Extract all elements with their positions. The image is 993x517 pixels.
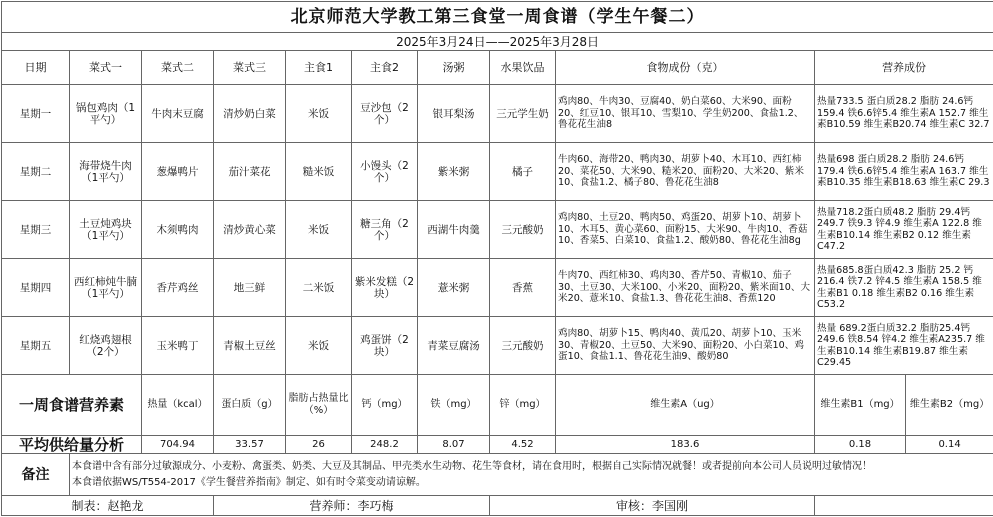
day-row-mon (2, 85, 993, 143)
nutrient-header-row (2, 375, 993, 436)
weekly-nutrient-label: 一周食谱营养素 (2, 375, 142, 436)
day-row-wed (2, 201, 993, 259)
staple2-cell: 紫米发糕（2块） (352, 259, 418, 317)
nutrient-header-fat: 脂肪占热量比（%） (286, 375, 352, 436)
ingredients-cell: 鸡肉80、牛肉30、豆腐40、奶白菜60、大米90、面粉20、红豆10、银耳10、雪梨10、学生奶200、食盐1.2、鲁花花生油8 (556, 85, 815, 143)
ingredients-cell: 鸡肉80、胡萝卜15、鸭肉40、黄瓜20、胡萝卜10、玉米30、青椒20、土豆50、大米90、面粉20、小白菜10、鸡蛋10、食盐1.1、鲁花花生油9、酸奶80 (556, 317, 815, 375)
fruit-cell: 三元酸奶 (490, 317, 556, 375)
header-fruit: 水果饮品 (490, 51, 556, 85)
staple2-cell: 豆沙包（2个） (352, 85, 418, 143)
nutrient-header-iron: 铁（mg） (418, 375, 490, 436)
staple2-cell: 小馒头（2个） (352, 143, 418, 201)
average-label: 平均供给量分析 (2, 436, 142, 454)
dish1-cell: 锅包鸡肉（1平勺） (70, 85, 142, 143)
nutrient-header-vitb2: 维生素B2（mg） (906, 375, 993, 436)
dish2-cell: 葱爆鸭片 (142, 143, 214, 201)
day-label: 星期一 (2, 85, 70, 143)
avg-energy: 704.94 (142, 436, 214, 454)
nutrition-cell: 热量 689.2蛋白质32.2 脂肪25.4钙249.6 铁8.54 锌4.2 维生素A235.7 维生素B10.14 维生素B19.87 维生素C29.45 (815, 317, 993, 375)
dish3-cell: 青椒土豆丝 (214, 317, 286, 375)
dish2-cell: 玉米鸭丁 (142, 317, 214, 375)
fruit-cell: 三元学生奶 (490, 85, 556, 143)
header-soup: 汤粥 (418, 51, 490, 85)
header-staple1: 主食1 (286, 51, 352, 85)
staple1-cell: 二米饭 (286, 259, 352, 317)
avg-calcium: 248.2 (352, 436, 418, 454)
header-ingredients: 食物成份（克） (556, 51, 815, 85)
avg-protein: 33.57 (214, 436, 286, 454)
dish1-cell: 红烧鸡翅根（2个） (70, 317, 142, 375)
date-range: 2025年3月24日——2025年3月28日 (2, 33, 993, 51)
dish1-cell: 海带烧牛肉（1平勺） (70, 143, 142, 201)
avg-vita: 183.6 (556, 436, 815, 454)
ingredients-cell: 牛肉70、西红柿30、鸡肉30、香芹50、青椒10、茄子30、土豆30、大米100、小米20、面粉20、紫米面10、大米20、薏米10、食盐1.3、鲁花花生油8、香蕉120 (556, 259, 815, 317)
header-date: 日期 (2, 51, 70, 85)
nutrient-header-zinc: 锌（mg） (490, 375, 556, 436)
dish3-cell: 清炒黄心菜 (214, 201, 286, 259)
dish3-cell: 清炒奶白菜 (214, 85, 286, 143)
day-row-thu (2, 259, 993, 317)
dish1-cell: 西红柿炖牛腩（1平勺） (70, 259, 142, 317)
nutrient-header-energy: 热量（kcal） (142, 375, 214, 436)
note-allergen: 本食谱中含有部分过敏源成分、小麦粉、禽蛋类、奶类、大豆及其制品、甲壳类水生动物、花生等食材，请在食用时，根据自己实际情况就餐！或者提前向本公司人员说明过敏情况！ (72, 460, 872, 472)
footer-maker: 制表：赵艳龙 (2, 496, 214, 516)
header-dish1: 菜式一 (70, 51, 142, 85)
avg-vitb2: 0.14 (906, 436, 993, 454)
average-row (2, 436, 993, 454)
dish2-cell: 牛肉末豆腐 (142, 85, 214, 143)
staple1-cell: 米饭 (286, 201, 352, 259)
menu-table (1, 1, 993, 516)
footer-blank (815, 496, 993, 516)
dish3-cell: 茄汁菜花 (214, 143, 286, 201)
day-row-fri (2, 317, 993, 375)
ingredients-cell: 鸡肉80、土豆20、鸭肉50、鸡蛋20、胡萝卜10、胡萝卜10、木耳5、黄心菜60、面粉15、大米90、牛肉10、香菇10、香菜5、白菜10、食盐1.2、酸奶80、鲁花花生油8g (556, 201, 815, 259)
header-dish3: 菜式三 (214, 51, 286, 85)
header-nutrition: 营养成份 (815, 51, 993, 85)
day-label: 星期三 (2, 201, 70, 259)
nutrient-header-calcium: 钙（mg） (352, 375, 418, 436)
avg-zinc: 4.52 (490, 436, 556, 454)
soup-cell: 青菜豆腐汤 (418, 317, 490, 375)
dish1-cell: 土豆炖鸡块（1平勺） (70, 201, 142, 259)
staple1-cell: 糙米饭 (286, 143, 352, 201)
ingredients-cell: 牛肉60、海带20、鸭肉30、胡萝卜40、木耳10、西红柿20、菜花50、大米90、糙米20、面粉20、大米20、紫米10、食盐1.2、橘子80、鲁花花生油8 (556, 143, 815, 201)
nutrition-cell: 热量685.8蛋白质42.3 脂肪 25.2 钙216.4 铁7.2 锌4.5 维生素A 158.5 维生素B1 0.18 维生素B2 0.16 维生素C53.2 (815, 259, 993, 317)
page-title: 北京师范大学教工第三食堂一周食谱（学生午餐二） (2, 2, 993, 33)
soup-cell: 紫米粥 (418, 143, 490, 201)
dish3-cell: 地三鲜 (214, 259, 286, 317)
notes-content (70, 454, 993, 496)
nutrient-header-protein: 蛋白质（g） (214, 375, 286, 436)
staple2-cell: 鸡蛋饼（2块） (352, 317, 418, 375)
header-staple2: 主食2 (352, 51, 418, 85)
header-dish2: 菜式二 (142, 51, 214, 85)
day-label: 星期四 (2, 259, 70, 317)
nutrient-header-vitb1: 维生素B1（mg） (815, 375, 906, 436)
dish2-cell: 香芹鸡丝 (142, 259, 214, 317)
footer-reviewer: 审核：李国刚 (490, 496, 815, 516)
day-label: 星期五 (2, 317, 70, 375)
soup-cell: 银耳梨汤 (418, 85, 490, 143)
nutrition-cell: 热量718.2蛋白质48.2 脂肪 29.4钙249.7 铁9.3 锌4.9 维生素A 122.8 维生素B10.14 维生素B2 0.12 维生素C47.2 (815, 201, 993, 259)
avg-fat: 26 (286, 436, 352, 454)
notes-label: 备注 (2, 454, 70, 496)
notes-row (2, 454, 993, 496)
header-row (2, 51, 993, 85)
footer-nutritionist: 营养师：李巧梅 (214, 496, 490, 516)
fruit-cell: 香蕉 (490, 259, 556, 317)
staple1-cell: 米饭 (286, 85, 352, 143)
avg-vitb1: 0.18 (815, 436, 906, 454)
staple1-cell: 米饭 (286, 317, 352, 375)
nutrition-cell: 热量698 蛋白质28.2 脂肪 24.6钙179.4 铁6.6锌5.4 维生素A 163.7 维生素B10.35 维生素B18.63 维生素C 29.3 (815, 143, 993, 201)
avg-iron: 8.07 (418, 436, 490, 454)
day-label: 星期二 (2, 143, 70, 201)
nutrition-cell: 热量733.5 蛋白质28.2 脂肪 24.6钙159.4 铁6.6锌5.4 维生素A 152.7 维生素B10.59 维生素B20.74 维生素C 32.7 (815, 85, 993, 143)
staple2-cell: 糖三角（2个） (352, 201, 418, 259)
nutrient-header-vita: 维生素A（ug） (556, 375, 815, 436)
fruit-cell: 三元酸奶 (490, 201, 556, 259)
footer-row (2, 496, 993, 516)
note-standard: 本食谱依据WS/T554-2017《学生餐营养指南》制定、如有时令菜变动请谅解。 (72, 476, 426, 488)
dish2-cell: 木须鸭肉 (142, 201, 214, 259)
soup-cell: 西湖牛肉羹 (418, 201, 490, 259)
fruit-cell: 橘子 (490, 143, 556, 201)
soup-cell: 薏米粥 (418, 259, 490, 317)
day-row-tue (2, 143, 993, 201)
